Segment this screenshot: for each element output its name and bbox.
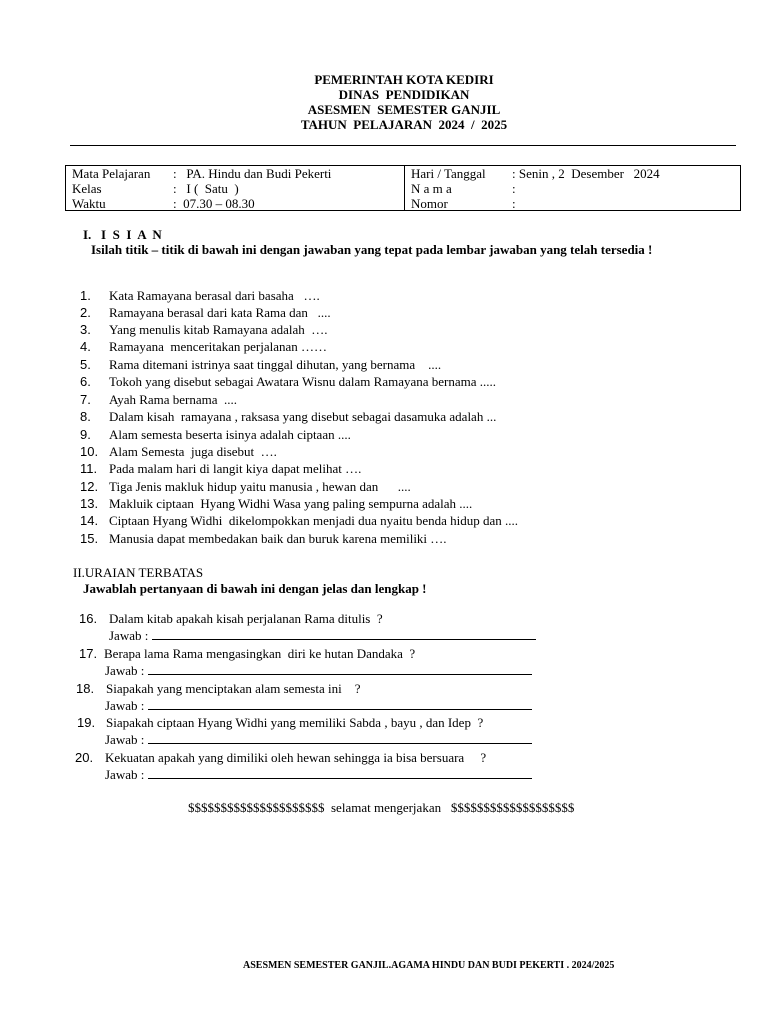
info-label-subject: Mata Pelajaran xyxy=(72,166,151,181)
header-line-1: PEMERINTAH KOTA KEDIRI xyxy=(314,72,494,87)
question-text: Tiga Jenis makluk hidup yaitu manusia , hewan dan .... xyxy=(109,479,411,494)
section1-instruction: Isilah titik – titik di bawah ini dengan jawaban yang tepat pada lembar jawaban yang telah tersedia ! xyxy=(91,242,653,257)
answer-blank[interactable] xyxy=(148,662,532,675)
section1-title: I. I S I A N xyxy=(83,227,162,242)
question-number: 17. xyxy=(79,646,98,661)
question-number: 20. xyxy=(75,750,94,765)
question-text: Alam semesta beserta isinya adalah ciptaan .... xyxy=(109,427,351,442)
info-table xyxy=(65,165,741,211)
question-number: 5. xyxy=(80,357,91,372)
question-text: Yang menulis kitab Ramayana adalah …. xyxy=(109,322,328,337)
question-text: Manusia dapat membedakan baik dan buruk karena memiliki …. xyxy=(109,531,447,546)
question-text: Tokoh yang disebut sebagai Awatara Wisnu dalam Ramayana bernama ..... xyxy=(109,374,497,389)
question-number: 19. xyxy=(77,715,96,730)
question-number: 4. xyxy=(80,339,91,354)
info-table-divider xyxy=(404,166,405,210)
question-number: 11. xyxy=(80,461,98,476)
question-text: Kata Ramayana berasal dari basaha …. xyxy=(109,288,320,303)
question-number: 18. xyxy=(76,681,95,696)
info-label-class: Kelas xyxy=(72,181,102,196)
answer-line-18[interactable] xyxy=(105,697,532,714)
section2-instruction: Jawablah pertanyaan di bawah ini dengan jelas dan lengkap ! xyxy=(83,581,427,596)
question-number: 7. xyxy=(80,392,91,407)
question-number: 1. xyxy=(80,288,91,303)
answer-line-16[interactable] xyxy=(109,627,536,644)
info-value-class: : I ( Satu ) xyxy=(173,181,239,196)
info-value-time: : 07.30 – 08.30 xyxy=(173,196,255,211)
question-number: 12. xyxy=(80,479,99,494)
answer-blank[interactable] xyxy=(148,731,532,744)
question-text: Dalam kitab apakah kisah perjalanan Rama ditulis ? xyxy=(109,611,383,626)
question-text: Makluik ciptaan Hyang Widhi Wasa yang paling sempurna adalah .... xyxy=(109,496,473,511)
question-number: 3. xyxy=(80,322,91,337)
info-label-number: Nomor xyxy=(411,196,448,211)
info-label-name: N a m a xyxy=(411,181,452,196)
info-value-date: : Senin , 2 Desember 2024 xyxy=(512,166,660,181)
answer-line-20[interactable] xyxy=(105,766,532,783)
answer-line-19[interactable] xyxy=(105,731,532,748)
question-number: 8. xyxy=(80,409,91,424)
document-header xyxy=(0,72,768,132)
question-text: Alam Semesta juga disebut …. xyxy=(109,444,277,459)
answer-blank[interactable] xyxy=(152,627,536,640)
question-text: Pada malam hari di langit kiya dapat melihat …. xyxy=(109,461,362,476)
question-text: Siapakah ciptaan Hyang Widhi yang memiliki Sabda , bayu , dan Idep ? xyxy=(106,715,484,730)
page-footer: ASESMEN SEMESTER GANJIL.AGAMA HINDU DAN BUDI PEKERTI . 2024/2025 xyxy=(243,960,615,971)
question-text: Ciptaan Hyang Widhi dikelompokkan menjadi dua nyaitu benda hidup dan .... xyxy=(109,513,519,528)
info-label-time: Waktu xyxy=(72,196,106,211)
answer-line-17[interactable] xyxy=(105,662,532,679)
question-text: Siapakah yang menciptakan alam semesta ini ? xyxy=(106,681,361,696)
question-number: 9. xyxy=(80,427,91,442)
question-text: Rama ditemani istrinya saat tinggal dihutan, yang bernama .... xyxy=(109,357,442,372)
answer-label: Jawab : xyxy=(105,698,145,713)
question-number: 15. xyxy=(80,531,99,546)
question-text: Ayah Rama bernama .... xyxy=(109,392,238,407)
question-text: Kekuatan apakah yang dimiliki oleh hewan sehingga ia bisa bersuara ? xyxy=(105,750,487,765)
answer-label: Jawab : xyxy=(109,628,149,643)
section2-title: II.URAIAN TERBATAS xyxy=(73,565,204,580)
info-value-name: : xyxy=(512,181,516,196)
question-text: Ramayana berasal dari kata Rama dan .... xyxy=(109,305,331,320)
question-text: Berapa lama Rama mengasingkan diri ke hutan Dandaka ? xyxy=(104,646,416,661)
header-divider xyxy=(70,145,736,146)
info-label-date: Hari / Tanggal xyxy=(411,166,486,181)
answer-label: Jawab : xyxy=(105,663,145,678)
answer-label: Jawab : xyxy=(105,767,145,782)
question-number: 13. xyxy=(80,496,99,511)
answer-blank[interactable] xyxy=(148,766,532,779)
question-number: 10. xyxy=(80,444,99,459)
info-value-number: : xyxy=(512,196,516,211)
question-number: 14. xyxy=(80,513,99,528)
question-number: 16. xyxy=(79,611,98,626)
closing-message: $$$$$$$$$$$$$$$$$$$$$ selamat mengerjakan $$$$$$$$$$$$$$$$$$$ xyxy=(188,800,575,815)
question-number: 2. xyxy=(80,305,91,320)
question-text: Dalam kisah ramayana , raksasa yang disebut sebagai dasamuka adalah ... xyxy=(109,409,497,424)
info-value-subject: : PA. Hindu dan Budi Pekerti xyxy=(173,166,332,181)
question-text: Ramayana menceritakan perjalanan …… xyxy=(109,339,328,354)
question-number: 6. xyxy=(80,374,91,389)
answer-blank[interactable] xyxy=(148,697,532,710)
header-line-4: TAHUN PELAJARAN 2024 / 2025 xyxy=(300,117,508,132)
header-line-2: DINAS PENDIDIKAN xyxy=(338,87,470,102)
header-line-3: ASESMEN SEMESTER GANJIL xyxy=(307,102,501,117)
answer-label: Jawab : xyxy=(105,732,145,747)
